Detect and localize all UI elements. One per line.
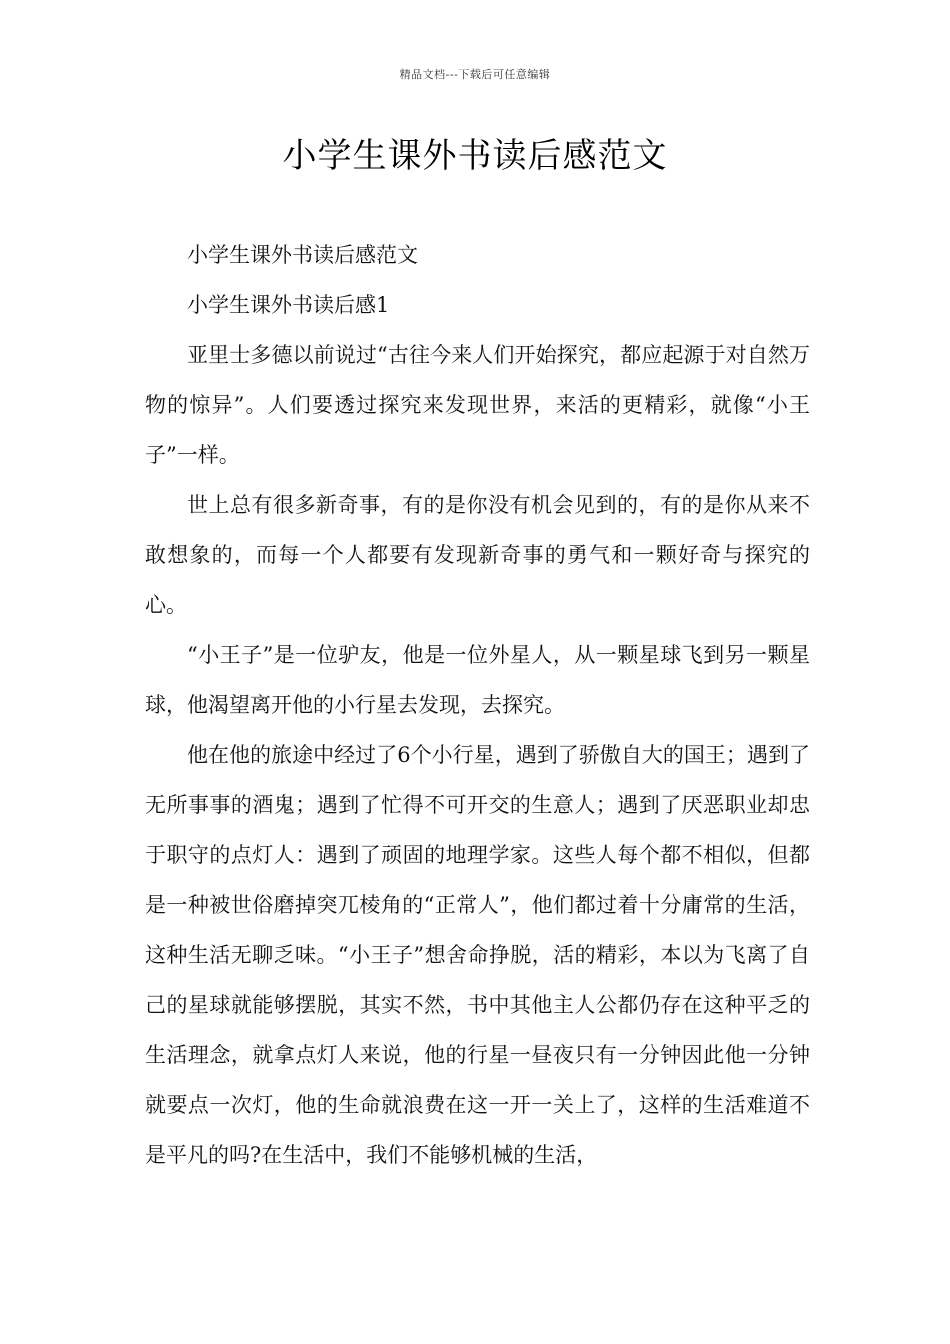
- paragraph: 亚里士多德以前说过“古往今来人们开始探究，都应起源于对自然万物的惊异”。人们要透过探究来发现世界，来活的更精彩，就像“小王子”一样。: [145, 343, 810, 467]
- paragraph: 小学生课外书读后感1: [187, 293, 390, 317]
- paragraph: “小王子”是一位驴友，他是一位外星人，从一颗星球飞到另一颗星球，他渴望离开他的小行星去发现，去探究。: [145, 643, 810, 717]
- page-title: 小学生课外书读后感范文: [282, 136, 668, 176]
- document-body: [145, 230, 810, 1180]
- paragraph: 他在他的旅途中经过了6个小行星，遇到了骄傲自大的国王；遇到了无所事事的酒鬼；遇到了忙得不可开交的生意人；遇到了厌恶职业却忠于职守的点灯人：遇到了顽固的地理学家。这些人每个都不相似，但都是一种被世俗磨掉突兀棱角的“正常人”，他们都过着十分庸常的生活，这种生活无聊乏味。“小王子”想舍命挣脱，活的精彩，本以为飞离了自己的星球就能够摆脱，其实不然，书中其他主人公都仍存在这种平乏的生活理念，就拿点灯人来说，他的行星一昼夜只有一分钟因此他一分钟就要点一次灯，他的生命就浪费在这一开一关上了，这样的生活难道不是平凡的吗?在生活中，我们不能够机械的生活，: [145, 743, 810, 1167]
- paragraph: 小学生课外书读后感范文: [187, 243, 418, 267]
- paragraph: 世上总有很多新奇事，有的是你没有机会见到的，有的是你从来不敢想象的，而每一个人都要有发现新奇事的勇气和一颗好奇与探究的心。: [145, 493, 810, 617]
- header-note: 精品文档---下载后可任意编辑: [399, 68, 551, 81]
